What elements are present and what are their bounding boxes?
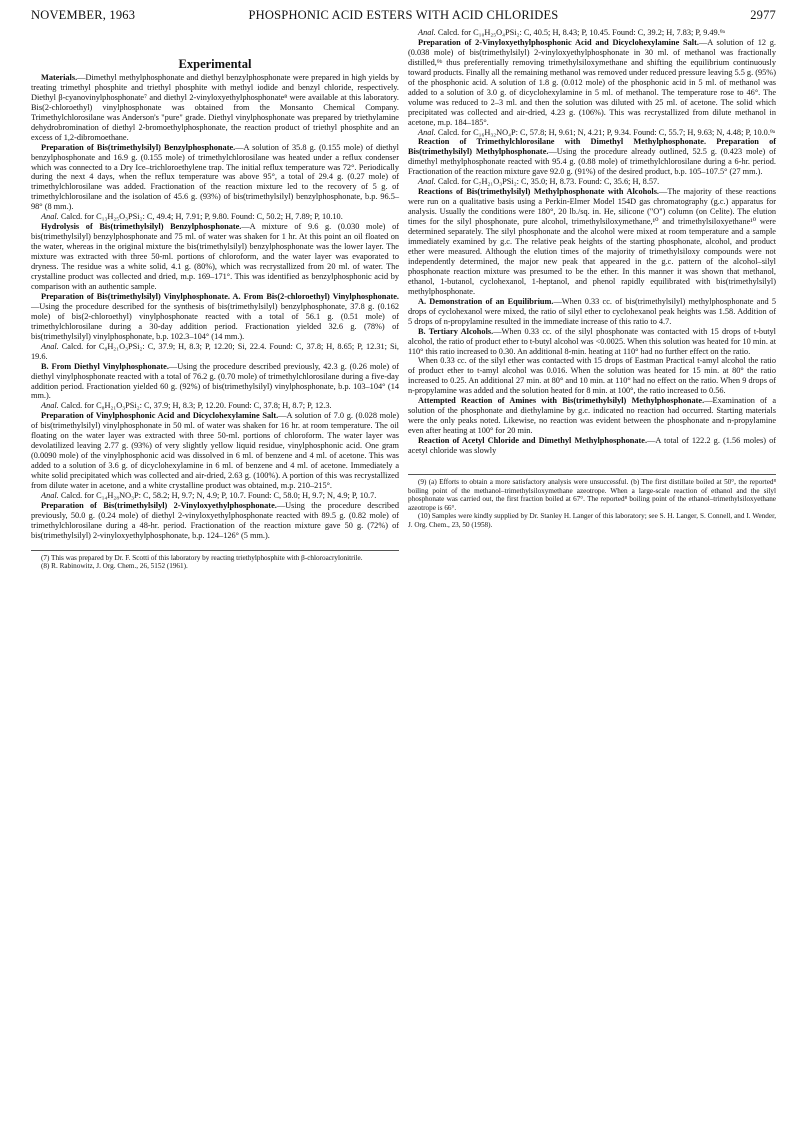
paragraph-t-amyl-alcohol: When 0.33 cc. of the silyl ether was contacted with 15 drops of Eastman Practical t-amyl alcohol the ratio of product ether to t-amyl alcohol was 0.016. When the solution was heated for 15 min. at 80° the ratio increased to 0.25. An additional 27 min. at 80° and 10 min. at 110° had no effect on the ratio. When 9 drops of n-propylamine was added and the solution heated for 8 min. at 100°, the ratio increased to 0.56. (408, 356, 776, 396)
paragraph-text: —When 0.33 cc. of the silyl phosphonate was contacted with 15 drops of t-butyl alcohol, the ratio of product ether to t-butyl alcohol was <0.0025. When this solution was heated for 10 min. at 110° this ratio increased to 0.30. An additional 8-min. heating at 110° had no further effect on the ratio. (408, 326, 776, 356)
paragraph-heading: Preparation of Vinylphosphonic Acid and Dicyclohexylamine Salt. (41, 411, 279, 421)
paragraph-amines (408, 396, 776, 436)
analysis-text: Calcd. for C₈H₂₁O₃PSi₂: C, 37.9; H, 8.3; P, 12.20. Found: C, 37.8; H, 8.7; P, 12.3. (58, 401, 332, 411)
paragraph-text: —When 0.33 cc. of bis(trimethylsilyl) methylphosphonate and 5 drops of cyclohexanol were mixed, the ratio of silyl ether to cyclohexanol peak heights was 1.58. Addition of 5 drops of n-propylamine resulted in the immediate increase of this ratio to 4.7. (408, 296, 776, 326)
paragraph-hydrolysis (31, 222, 399, 292)
anal-label: Anal. (41, 401, 59, 411)
analysis-text: Calcd. for C₇H₂₁O₃PSi₂: C, 35.0; H, 8.73. Found: C, 35.6; H, 8.57. (435, 177, 660, 187)
paragraph-text: —Using the procedure described previously, 42.3 g. (0.26 mole) of diethyl vinylphosphonate reacted with a total of 76.2 g. (0.70 mole) of trimethylchlorosilane during a five-day addition period. Fractionation yielded 60 g. (92%) of bis(trimethylsilyl) vinylphosphonate, b.p. 103–104° (14 mm.). (31, 361, 399, 401)
footnote-10: (10) Samples were kindly supplied by Dr. Stanley H. Langer of this laboratory; see S. H. Langer, S. Connell, and I. Wender, J. Org. Chem., 23, 50 (1958). (408, 512, 776, 529)
analysis-text: Calcd. for C₈H₂₁O₃PSi₂: C, 37.9; H, 8.3; P, 12.20; Si, 22.4. Found: C, 37.8; H, 8.65; P, 12.31; Si, 19.6. (31, 341, 399, 361)
paragraph-heading: A. Demonstration of an Equilibrium. (418, 296, 554, 306)
analysis-text: Calcd. for C₁₃H₂₅O₃PSi₂: C, 49.4; H, 7.91; P, 9.80. Found: C, 50.2; H, 7.89; P, 10.10. (58, 212, 343, 222)
anal-label: Anal. (41, 341, 59, 351)
anal-label: Anal. (418, 177, 436, 187)
paragraph-heading: Materials. (41, 72, 78, 82)
footnote-7: (7) This was prepared by Dr. F. Scotti of this laboratory by reacting triethylphosphite with β-chloroacrylonitrile. (41, 553, 363, 562)
paragraph-equilibrium (408, 297, 776, 327)
running-header (31, 8, 776, 26)
paragraph-heading: Preparation of Bis(trimethylsilyl) Benzylphosphonate. (41, 142, 236, 152)
analysis-text: Calcd. for C₁₆H₃₂NO₄P: C, 57.8; H, 9.61; N, 4.21; P, 9.34. Found: C, 55.7; H, 9.63; N, 4.48; P, 10.0.⁹ᵃ (435, 127, 776, 137)
paragraph-text: —A mixture of 9.6 g. (0.030 mole) of bis(trimethylsilyl) benzylphosphonate and 75 ml. of water was shaken for 1 hr. At this point an oil floated on the water, whereas in the original mixture the bis(trimethylsilyl) benzylphosphonate was the lower layer. The mixture was extracted with three 50-ml. portions of chloroform, and the water layer was evaporated to dryness. The residue was a white solid, 4.1 g. (80%), which was recrystallized from 20 ml. of water. The crystalline product was collected and dried, m.p. 169–171°. This was identified as benzylphosphonic acid by comparison with an authentic sample. (31, 222, 399, 291)
analysis-line (31, 342, 399, 362)
section-title: Experimental (178, 57, 252, 71)
left-column (31, 57, 399, 571)
paragraph-text: —Using the procedure already outlined, 52.5 g. (0.423 mole) of dimethyl methylphosphonate reacted with 95.4 g. (0.88 mole) of trimethylchlorosilane during a 6-hr. period. Fractionation of the reaction mixture gave 92.0 g. (91%) of the desired product, b.p. 105–107.5° (27 mm.). (408, 147, 776, 177)
paragraph-prep-vinyloxyethylphosphonate (31, 501, 399, 541)
right-column (408, 28, 776, 530)
paragraph-prep-vinylphosphonate-a (31, 292, 399, 342)
paragraph-heading: Reactions of Bis(trimethylsilyl) Methylphosphonate with Alcohols. (418, 187, 660, 197)
paragraph-text: —Dimethyl methylphosphonate and diethyl benzylphosphonate were prepared in high yields by treating trimethyl phosphite and triethyl phosphite with methyl iodide and benzyl chloride, respectively. Diethyl β-cyanovinylphosphonate⁷ and diethyl 2-vinyloxyethylphosphonate⁸ were available at this laboratory. Bis(2-chloroethyl) vinylphosphonate was obtained from the Monsanto Chemical Company. Trimethylchlorosilane was Anderson's "pure" grade. Diethyl vinylphosphonate was prepared by triethylamine dehydrobromination of diethyl 2-bromoethylphosphonate, the reaction product of triethyl phosphite and an excess of 1,2-dibromoethane. (31, 72, 399, 142)
paragraph-text: —A solution of 7.0 g. (0.028 mole) of bis(trimethylsilyl) vinylphosphonate in 50 ml. of water was shaken for 16 hr. at room temperature. The oil floating on the water layer was extracted with three 50-ml. portions of chloroform. The water layer was devolatilized leaving 2.77 g. (93%) of very slightly yellow liquid residue, vinylphosphonic acid. One gram (0.0090 mole) of the vinylphosphonic acid was dissolved in 6 ml. of benzene and 4 ml. of acetone. This was added to a solution of 3.6 g. of dicyclohexylamine in 6 ml. of benzene and 4 ml. of acetone. Immediately a white solid precipitated which was collected and air-dried, 2.63 g. (100%). A portion of this was recrystallized from dilute water in acetone, and a white crystalline product was obtained, m.p. 210–215°. (31, 411, 399, 491)
analysis-line (408, 128, 776, 138)
anal-label: Anal. (418, 28, 436, 37)
header-page-number: 2977 (750, 8, 776, 22)
paragraph-prep-benzylphosphonate (31, 143, 399, 213)
footnotes-right (408, 474, 776, 530)
paragraph-heading: Hydrolysis of Bis(trimethylsilyl) Benzylphosphonate. (41, 222, 242, 232)
paragraph-text: —Using the procedure described previously, 50.0 g. (0.24 mole) of diethyl 2-vinyloxyethylphosphonate reacted with 89.5 g. (0.82 mole) of trimethylchlorosilane during a 48-hr. period. Fractionation of the reaction mixture gave 50 g. (72%) of bis(trimethylsilyl) 2-vinyloxyethylphosphonate, b.p. 124–126° (5 mm.). (31, 500, 399, 540)
paragraph-vinylphosphonic-acid (31, 411, 399, 491)
footnote-rule (408, 474, 776, 475)
analysis-line (31, 212, 399, 222)
footnotes-left (31, 550, 399, 571)
paragraph-text: —Examination of a solution of the phosphonate and diethylamine by g.c. indicated no reaction had occurred. Starting materials were the only peaks noted. Likewise, no reaction was evident between the phosphonate and n-propylamine even after heating at 100° for 20 min. (408, 396, 777, 436)
paragraph-text: —A solution of 12 g. (0.038 mole) of bis(trimethylsilyl) 2-vinyloxyethylphosphonate in 30 ml. of methanol was fractionally distilled,⁹ᵇ thus preferentially removing trimethylsiloxymethane and shifting the equilibrium continuously toward products. Finally all the remaining methanol was removed under reduced pressure leaving 5.5 g. (95%) of the phosphonic acid. A solution of 1.8 g. (0.012 mole) of the phosphonic acid in 5 ml. of methanol was added to a solution of 3.0 g. of dicyclohexylamine in 5 ml. of methanol. The temperature rose to 46°. The volume was reduced to 2–3 ml. and then the solution was diluted with 25 ml. of acetone. The solid which precipitated was collected and air-dried, 4.23 g. (106%). This was recrystallized from dilute methanol in acetone, m.p. 184–185°. (408, 37, 776, 127)
paragraph-heading: Reaction of Trimethylchlorosilane with Dimethyl Methylphosphonate. Preparation of Bis(trimethylsilyl) Methylphosphonate. (408, 137, 776, 157)
paragraph-tertiary-alcohols (408, 327, 776, 357)
paragraph-text: —A solution of 35.8 g. (0.155 mole) of diethyl benzylphosphonate and 16.9 g. (0.155 mole) of trimethylchlorosilane was heated under a reflux condenser which was connected to a Dry Ice–trichloroethylene trap. The initial reflux temperature was 72°. Periodically during the next 4 days, when the reflux temperature was above 95°, a total of 29.4 g. (0.27 mole) of trimethylchlorosilane was added. Fractionation of the reaction mixture led to the recovery of 5 g. of trimethylchlorosilane and the isolation of 45.6 g. (93%) of bis(trimethylsilyl) benzylphosphonate, b.p. 96.5–98° (8 mm.). (31, 142, 399, 212)
anal-label: Anal. (41, 490, 59, 500)
paragraph-heading: Attempted Reaction of Amines with Bis(trimethylsilyl) Methylphosphonate. (418, 396, 705, 406)
paragraph-text: —A total of 122.2 g. (1.56 moles) of acetyl chloride was slowly (408, 436, 776, 456)
paragraph-trimethylchlorosilane-reaction (408, 137, 776, 177)
anal-label: Anal. (418, 127, 436, 137)
paragraph-materials (31, 73, 399, 143)
paragraph-acetyl-chloride (408, 436, 776, 456)
paragraph-reactions-with-alcohols (408, 187, 776, 296)
footnote-9: (9) (a) Efforts to obtain a more satisfactory analysis were unsuccessful. (b) The first distillate boiled at 50°, the reported⁸ boiling point of the methanol–trimethylsiloxymethane azeotrope. When a large-scale reaction of ethanol and the silyl phosphonate was carried out, the first fraction boiled at 67°. The reported⁸ boiling point of the ethanol–trimethylsiloxyethane azeotrope is 66°. (408, 477, 776, 512)
footnote-8: (8) R. Rabinowitz, J. Org. Chem., 26, 5152 (1961). (41, 562, 188, 571)
anal-label: Anal. (41, 212, 59, 222)
paragraph-text: —Using the procedure described for the synthesis of bis(trimethylsilyl) benzylphosphonate, 37.8 g. (0.162 mole) of bis(2-chloroethyl) vinylphosphonate reacted with a total of 56.1 g. (0.51 mole) of trimethylchlorosilane during a 30-day addition period. Fractionation yielded 32.6 g. (78%) of bis(trimethylsilyl) vinylphosphonate, b.p. 102.3–104° (14 mm.). (31, 301, 399, 341)
analysis-line (31, 491, 399, 501)
paragraph-text: —The majority of these reactions were run on a qualitative basis using a Perkin-Elmer Model 154D gas chromatography (g.c.) apparatus for analysis. Usually the conditions were 180°, 20 lb./sq. in. He, silicone ("O") column (on Celite). The elution times for the silyl phosphonate, pure alcohol, trimethylsiloxymethane,¹⁰ and trimethylsiloxyethane¹⁰ were determined separately. The silyl phosphonate and the alcohol were mixed at room temperature and a sample immediately examined by g.c. The relative peak heights of the starting phosphonate, alcohol, and product ether were measured. Although the elution times of the majority of trimethylsiloxy compounds were not independently determined, the major new peak that appeared in the g.c. pattern of the alcohol–silyl phosphonate reaction mixture was presumed to be the ether. In this manner it was shown that methanol, ethanol, 1-butanol, cyclohexanol, 1-heptanol, and phenol rapidly equilibrated with bis(trimethylsilyl) methylphosphonate. (408, 187, 776, 296)
paragraph-heading: B. From Diethyl Vinylphosphonate. (41, 361, 169, 371)
paragraph-heading: Reaction of Acetyl Chloride and Dimethyl Methylphosphonate. (418, 436, 648, 446)
analysis-text: Calcd. for C₁₄H₂₈NO₃P: C, 58.2; H, 9.7; N, 4.9; P, 10.7. Found: C, 58.0; H, 9.7; N, 4.9; P, 10.7. (58, 490, 377, 500)
paragraph-heading: Preparation of Bis(trimethylsilyl) Vinylphosphonate. A. From Bis(2-chloroethyl) Vinylphosphonate. (41, 291, 399, 301)
paragraph-heading: B. Tertiary Alcohols. (418, 326, 494, 336)
analysis-text: Calcd. for C₁₀H₂₅O₄PSi₂: C, 40.5; H, 8.43; P, 10.45. Found: C, 39.2; H, 7.83; P, 9.49.⁹ᵃ (435, 28, 725, 37)
paragraph-heading: Preparation of Bis(trimethylsilyl) 2-Vinyloxyethylphosphonate. (41, 500, 277, 510)
paragraph-heading: Preparation of 2-Vinyloxyethylphosphonic Acid and Dicyclohexylamine Salt. (418, 37, 699, 47)
header-date: NOVEMBER, 1963 (31, 8, 136, 22)
header-title: PHOSPHONIC ACID ESTERS WITH ACID CHLORIDES (248, 8, 559, 22)
footnote-rule (31, 550, 399, 551)
paragraph-prep-vinylphosphonate-b (31, 362, 399, 402)
analysis-line (408, 28, 776, 38)
analysis-line (408, 177, 776, 187)
paragraph-vinyloxyethylphosphonic-acid (408, 38, 776, 128)
analysis-line (31, 401, 399, 411)
